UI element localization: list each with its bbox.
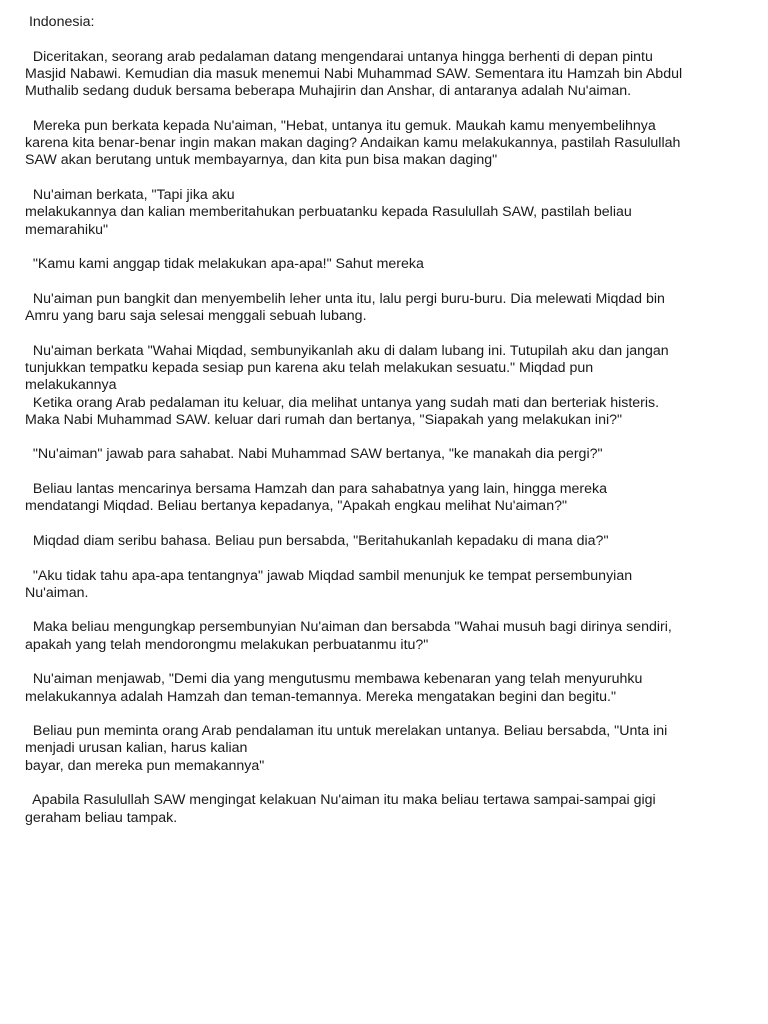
- story-paragraph: [25, 723, 742, 775]
- document-heading: Indonesia:: [25, 14, 95, 30]
- paragraph-line: Amru yang baru saja selesai menggali sebuah lubang.: [25, 308, 367, 325]
- paragraph-line: SAW akan berutang untuk membayarnya, dan kita pun bisa makan daging": [25, 152, 498, 169]
- story-body: [25, 49, 742, 827]
- story-paragraph: [25, 671, 742, 706]
- story-paragraph: [25, 256, 742, 273]
- story-paragraph: [25, 343, 742, 395]
- story-paragraph: [25, 481, 742, 516]
- story-paragraph: [25, 187, 742, 239]
- paragraph-line: karena kita benar-benar ingin makan makan daging? Andaikan kamu melakukannya, pastilah Rasulullah: [25, 135, 681, 152]
- paragraph-line: Nu'aiman.: [25, 584, 89, 601]
- paragraph-line: Ketika orang Arab pedalaman itu keluar, dia melihat untanya yang sudah mati dan berteriak histeris.: [25, 394, 660, 411]
- story-paragraph: [25, 792, 742, 827]
- story-paragraph: [25, 446, 742, 463]
- paragraph-line: bayar, dan mereka pun memakannya": [25, 757, 265, 774]
- paragraph-line: tunjukkan tempatku kepada sesiap pun karena aku telah melakukan sesuatu." Miqdad pun: [25, 359, 594, 376]
- paragraph-line: Beliau pun meminta orang Arab pendalaman itu untuk merelakan untanya. Beliau bersabda, "Unta ini: [25, 723, 668, 740]
- paragraph-line: Apabila Rasulullah SAW mengingat kelakuan Nu'aiman itu maka beliau tertawa sampai-sampai gigi: [25, 792, 656, 809]
- paragraph-line: Maka beliau mengungkap persembunyian Nu'aiman dan bersabda "Wahai musuh bagi dirinya sendiri,: [25, 619, 672, 636]
- paragraph-line: Mereka pun berkata kepada Nu'aiman, "Hebat, untanya itu gemuk. Maukah kamu menyembelihnya: [25, 117, 656, 134]
- paragraph-line: Nu'aiman berkata "Wahai Miqdad, sembunyikanlah aku di dalam lubang ini. Tutupilah aku dan jangan: [25, 342, 669, 359]
- story-paragraph: [25, 291, 742, 326]
- paragraph-line: Muthalib sedang duduk bersama beberapa Muhajirin dan Anshar, di antaranya adalah Nu'aiman.: [25, 83, 632, 100]
- paragraph-line: "Nu'aiman" jawab para sahabat. Nabi Muhammad SAW bertanya, "ke manakah dia pergi?": [25, 446, 603, 463]
- paragraph-line: Masjid Nabawi. Kemudian dia masuk menemui Nabi Muhammad SAW. Sementara itu Hamzah bin Abdul: [25, 65, 683, 82]
- paragraph-line: Beliau lantas mencarinya bersama Hamzah dan para sahabatnya yang lain, hingga mereka: [25, 481, 608, 498]
- paragraph-line: Nu'aiman menjawab, "Demi dia yang mengutusmu membawa kebenaran yang telah menyuruhku: [25, 671, 643, 688]
- paragraph-line: memarahiku": [25, 221, 109, 238]
- story-paragraph: [25, 619, 742, 654]
- paragraph-line: Diceritakan, seorang arab pedalaman datang mengendarai untanya hingga berhenti di depan pintu: [25, 48, 653, 65]
- story-paragraph: [25, 533, 742, 550]
- paragraph-line: Maka Nabi Muhammad SAW. keluar dari rumah dan bertanya, "Siapakah yang melakukan ini?": [25, 411, 623, 428]
- paragraph-line: mendatangi Miqdad. Beliau bertanya kepadanya, "Apakah engkau melihat Nu'aiman?": [25, 498, 568, 515]
- story-paragraph: [25, 395, 742, 430]
- paragraph-line: melakukannya adalah Hamzah dan teman-temannya. Mereka mengatakan begini dan begitu.": [25, 688, 617, 705]
- paragraph-line: melakukannya: [25, 377, 117, 394]
- paragraph-line: geraham beliau tampak.: [25, 809, 178, 826]
- paragraph-line: "Kamu kami anggap tidak melakukan apa-apa!" Sahut mereka: [25, 256, 424, 273]
- story-paragraph: [25, 118, 742, 170]
- story-paragraph: [25, 568, 742, 603]
- paragraph-line: "Aku tidak tahu apa-apa tentangnya" jawab Miqdad sambil menunjuk ke tempat persembunyian: [25, 567, 633, 584]
- paragraph-line: apakah yang telah mendorongmu melakukan perbuatanmu itu?": [25, 636, 429, 653]
- paragraph-line: Nu'aiman berkata, "Tapi jika aku: [25, 186, 235, 203]
- paragraph-line: Miqdad diam seribu bahasa. Beliau pun bersabda, "Beritahukanlah kepadaku di mana dia?": [25, 532, 609, 549]
- paragraph-line: melakukannya dan kalian memberitahukan perbuatanku kepada Rasulullah SAW, pastilah beliau: [25, 204, 632, 221]
- paragraph-line: menjadi urusan kalian, harus kalian: [25, 740, 248, 757]
- story-paragraph: [25, 49, 742, 101]
- paragraph-line: Nu'aiman pun bangkit dan menyembelih leher unta itu, lalu pergi buru-buru. Dia melewati Miqdad bin: [25, 290, 665, 307]
